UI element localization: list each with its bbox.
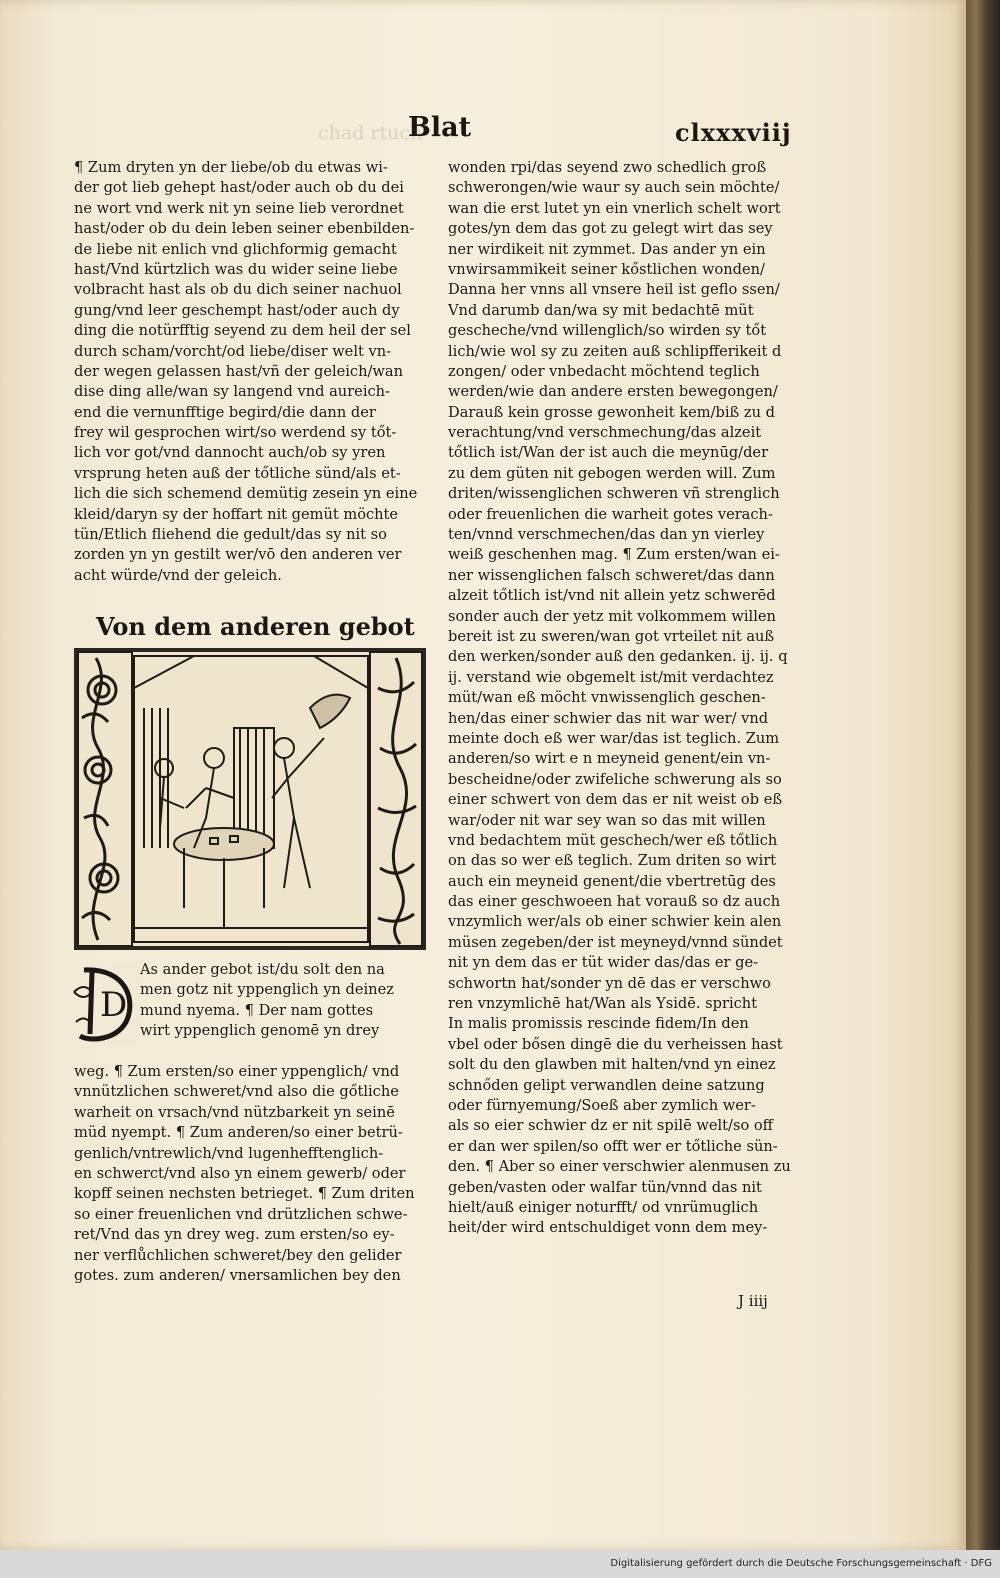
text-line: alzeit tőtlich ist/vnd nit allein yetz schwerēd <box>448 587 776 605</box>
text-line: ne wort vnd werk nit yn seine lieb verordnet <box>74 199 404 217</box>
text-line: warheit on vrsach/vnd nützbarkeit yn seinē <box>74 1103 395 1121</box>
text-line: sonder auch der yetz mit volkommem willen <box>448 607 776 625</box>
text-line: ren vnzymlichē hat/Wan als Ysidē. spricht <box>448 995 758 1013</box>
text-line: tün/Etlich fliehend die gedult/das sy nit so <box>74 526 387 544</box>
text-line: vnd bedachtem müt geschech/wer eß tőtlich <box>448 831 778 849</box>
signature-mark: J iiij <box>738 1292 768 1310</box>
text-line: anderen/so wirt e n meyneid genent/ein vn- <box>448 750 771 768</box>
text-line: weiß geschenhen mag. ¶ Zum ersten/wan ei- <box>448 546 780 564</box>
header-blat: Blat <box>408 112 472 143</box>
text-line: men gotz nit yppenglich yn deinez <box>140 981 394 999</box>
text-line: vnnützlichen schweret/vnd also die gőtliche <box>74 1083 399 1101</box>
text-line: genlich/vntrewlich/vnd lugenhefftenglich- <box>74 1144 384 1162</box>
text-line: schwerongen/wie waur sy auch sein möchte/ <box>448 179 780 197</box>
text-line: verachtung/vnd verschmechung/das alzeit <box>448 424 762 442</box>
text-line: driten/wissenglichen schweren vñ strenglich <box>448 485 780 503</box>
text-line: kopff seinen nechsten betrieget. ¶ Zum driten <box>74 1185 415 1203</box>
text-line: ding die notürfftig seyend zu dem heil der sel <box>74 322 411 340</box>
text-line: acht würde/vnd der geleich. <box>74 566 282 584</box>
text-line: lich vor got/vnd dannocht auch/ob sy yren <box>74 444 386 462</box>
text-line: werden/wie dan andere ersten bewegongen/ <box>448 383 778 401</box>
left-column-top <box>74 158 426 586</box>
text-line: gung/vnd leer geschempt hast/oder auch dy <box>74 301 400 319</box>
text-line: als so eier schwier dz er nit spilē welt/so off <box>448 1117 774 1135</box>
text-line: den werken/sonder auß den gedanken. ij. ij. q <box>448 648 788 666</box>
text-line: vrsprung heten auß der tőtliche sünd/als et- <box>74 464 401 482</box>
text-line: lich/wie wol sy zu zeiten auß schlipfferikeit d <box>448 342 782 360</box>
text-line: volbracht hast als ob du dich seiner nachuol <box>74 281 402 299</box>
text-line: müd nyempt. ¶ Zum anderen/so einer betrü- <box>74 1124 403 1142</box>
text-line: vnzymlich wer/als ob einer schwier kein alen <box>448 913 782 931</box>
text-line: ten/vnnd verschmechen/das dan yn vierley <box>448 526 765 544</box>
text-line: bescheidne/oder zwifeliche schwerung als so <box>448 770 782 788</box>
text-line: hast/oder ob du dein leben seiner ebenbilden- <box>74 220 415 238</box>
text-line: hen/das einer schwier das nit war wer/ vnd <box>448 709 769 727</box>
text-line: einer schwert von dem das er nit weist ob eß <box>448 791 783 809</box>
text-line: on das so wer eß teglich. Zum driten so wirt <box>448 852 777 870</box>
text-line: ner verflůchlichen schweret/bey den gelider <box>74 1246 402 1264</box>
left-column-bottom-indented <box>140 960 430 1042</box>
left-column-bottom <box>74 1062 430 1286</box>
text-line: ner wirdikeit nit zymmet. Das ander yn ein <box>448 240 766 258</box>
text-line: mund nyema. ¶ Der nam gottes <box>140 1001 374 1019</box>
text-line: meinte doch eß wer war/das ist teglich. Zum <box>448 729 780 747</box>
text-line: de liebe nit enlich vnd glichformig gemacht <box>74 240 397 258</box>
section-heading: Von dem anderen gebot <box>96 612 415 641</box>
decorated-initial <box>70 962 140 1044</box>
text-line: Darauß kein grosse gewonheit kem/biß zu d <box>448 403 775 421</box>
woodcut-illustration <box>74 648 426 950</box>
text-line: durch scham/vorcht/od liebe/diser welt vn- <box>74 342 392 360</box>
text-line: zorden yn yn gestilt wer/vō den anderen ver <box>74 546 402 564</box>
text-line: gotes/yn dem das got zu gelegt wirt das sey <box>448 220 773 238</box>
text-line: auch ein meyneid genent/die vbertretūg des <box>448 872 776 890</box>
text-line: wonden rpi/das seyend zwo schedlich groß <box>448 159 767 176</box>
text-line: wan die erst lutet yn ein vnerlich schelt wort <box>448 199 781 217</box>
text-line: müt/wan eß möcht vnwissenglich geschen- <box>448 689 766 707</box>
text-line: vbel oder bősen dingē die du verheissen hast <box>448 1035 783 1053</box>
text-line: ¶ Zum dryten yn der liebe/ob du etwas wi- <box>74 159 388 176</box>
text-line: ij. verstand wie obgemelt ist/mit verdachtez <box>448 668 774 686</box>
text-line: müsen zegeben/der ist meyneyd/vnnd sündet <box>448 933 783 951</box>
text-line: en schwerct/vnd also yn einem gewerb/ oder <box>74 1164 406 1182</box>
text-line: schwortn hat/sonder yn dē das er verschwo <box>448 974 771 992</box>
text-line: er dan wer spilen/so offt wer er tőtliche sün- <box>448 1137 778 1155</box>
text-line: end die vernunfftige begird/die dann der <box>74 403 376 421</box>
text-line: bereit ist zu sweren/wan got vrteilet nit auß <box>448 627 775 645</box>
text-line: frey wil gesprochen wirt/so werdend sy tőt- <box>74 424 397 442</box>
text-line: geben/vasten oder walfar tün/vnnd das nit <box>448 1178 762 1196</box>
text-line: gescheche/vnd willenglich/so wirden sy tőt <box>448 322 767 340</box>
text-line: wirt yppenglich genomē yn drey <box>140 1022 380 1040</box>
text-line: heit/der wird entschuldiget vonn dem mey- <box>448 1219 768 1237</box>
text-line: hielt/auß einiger noturfft/ od vnrümuglich <box>448 1198 759 1216</box>
book-edge <box>966 0 1000 1550</box>
text-line: oder freuenlichen die warheit gotes verach- <box>448 505 773 523</box>
footer-credit: Digitalisierung gefördert durch die Deutsche Forschungsgemeinschaft · DFG <box>610 1558 992 1569</box>
text-line: Danna her vnns all vnsere heil ist geflo ssen/ <box>448 281 780 299</box>
text-line: vnwirsammikeit seiner kőstlichen wonden/ <box>448 260 765 278</box>
text-line: der got lieb gehept hast/oder auch ob du dei <box>74 179 404 197</box>
text-line: oder fürnyemung/Soeß aber zymlich wer- <box>448 1096 756 1114</box>
text-line: Vnd darumb dan/wa sy mit bedachtē müt <box>448 301 754 319</box>
text-line: dise ding alle/wan sy langend vnd aureich- <box>74 383 390 401</box>
text-line: war/oder nit war sey wan so das mit willen <box>448 811 766 829</box>
text-line: ner wissenglichen falsch schweret/das dann <box>448 566 775 584</box>
text-line: solt du den glawben mit halten/vnd yn einez <box>448 1056 776 1074</box>
text-line: so einer freuenlichen vnd drützlichen schwe- <box>74 1205 408 1223</box>
text-line: den. ¶ Aber so einer verschwier alenmusen zu <box>448 1158 791 1176</box>
right-column <box>448 158 808 1239</box>
text-line: In malis promissis rescinde fidem/In den <box>448 1015 749 1033</box>
leaf-number: clxxxviij <box>675 118 792 147</box>
text-line: das einer geschwoeen hat vorauß so dz auch <box>448 893 781 911</box>
text-line: der wegen gelassen hast/vñ der geleich/wan <box>74 362 404 380</box>
text-line: gotes. zum anderen/ vnersamlichen bey den <box>74 1266 401 1284</box>
text-line: nit yn dem das er tüt wider das/das er ge- <box>448 954 759 972</box>
text-line: zu dem güten nit gebogen werden will. Zum <box>448 464 776 482</box>
initial-letter: D <box>100 985 128 1025</box>
text-line: hast/Vnd kürtzlich was du wider seine liebe <box>74 260 398 278</box>
text-line: weg. ¶ Zum ersten/so einer yppenglich/ vnd <box>74 1063 400 1080</box>
text-line: As ander gebot ist/du solt den na <box>140 961 385 978</box>
text-line: zongen/ oder vnbedacht möchtend teglich <box>448 362 760 380</box>
text-line: tőtlich ist/Wan der ist auch die meynūg/der <box>448 444 769 462</box>
text-line: lich die sich schemend demütig zesein yn eine <box>74 485 418 503</box>
text-line: schnőden gelipt verwandlen deine satzung <box>448 1076 765 1094</box>
text-line: kleid/daryn sy der hoffart nit gemüt möchte <box>74 505 399 523</box>
bleed-through-text: chad rtuch <box>318 122 423 144</box>
text-line: ret/Vnd das yn drey weg. zum ersten/so ey- <box>74 1226 395 1244</box>
